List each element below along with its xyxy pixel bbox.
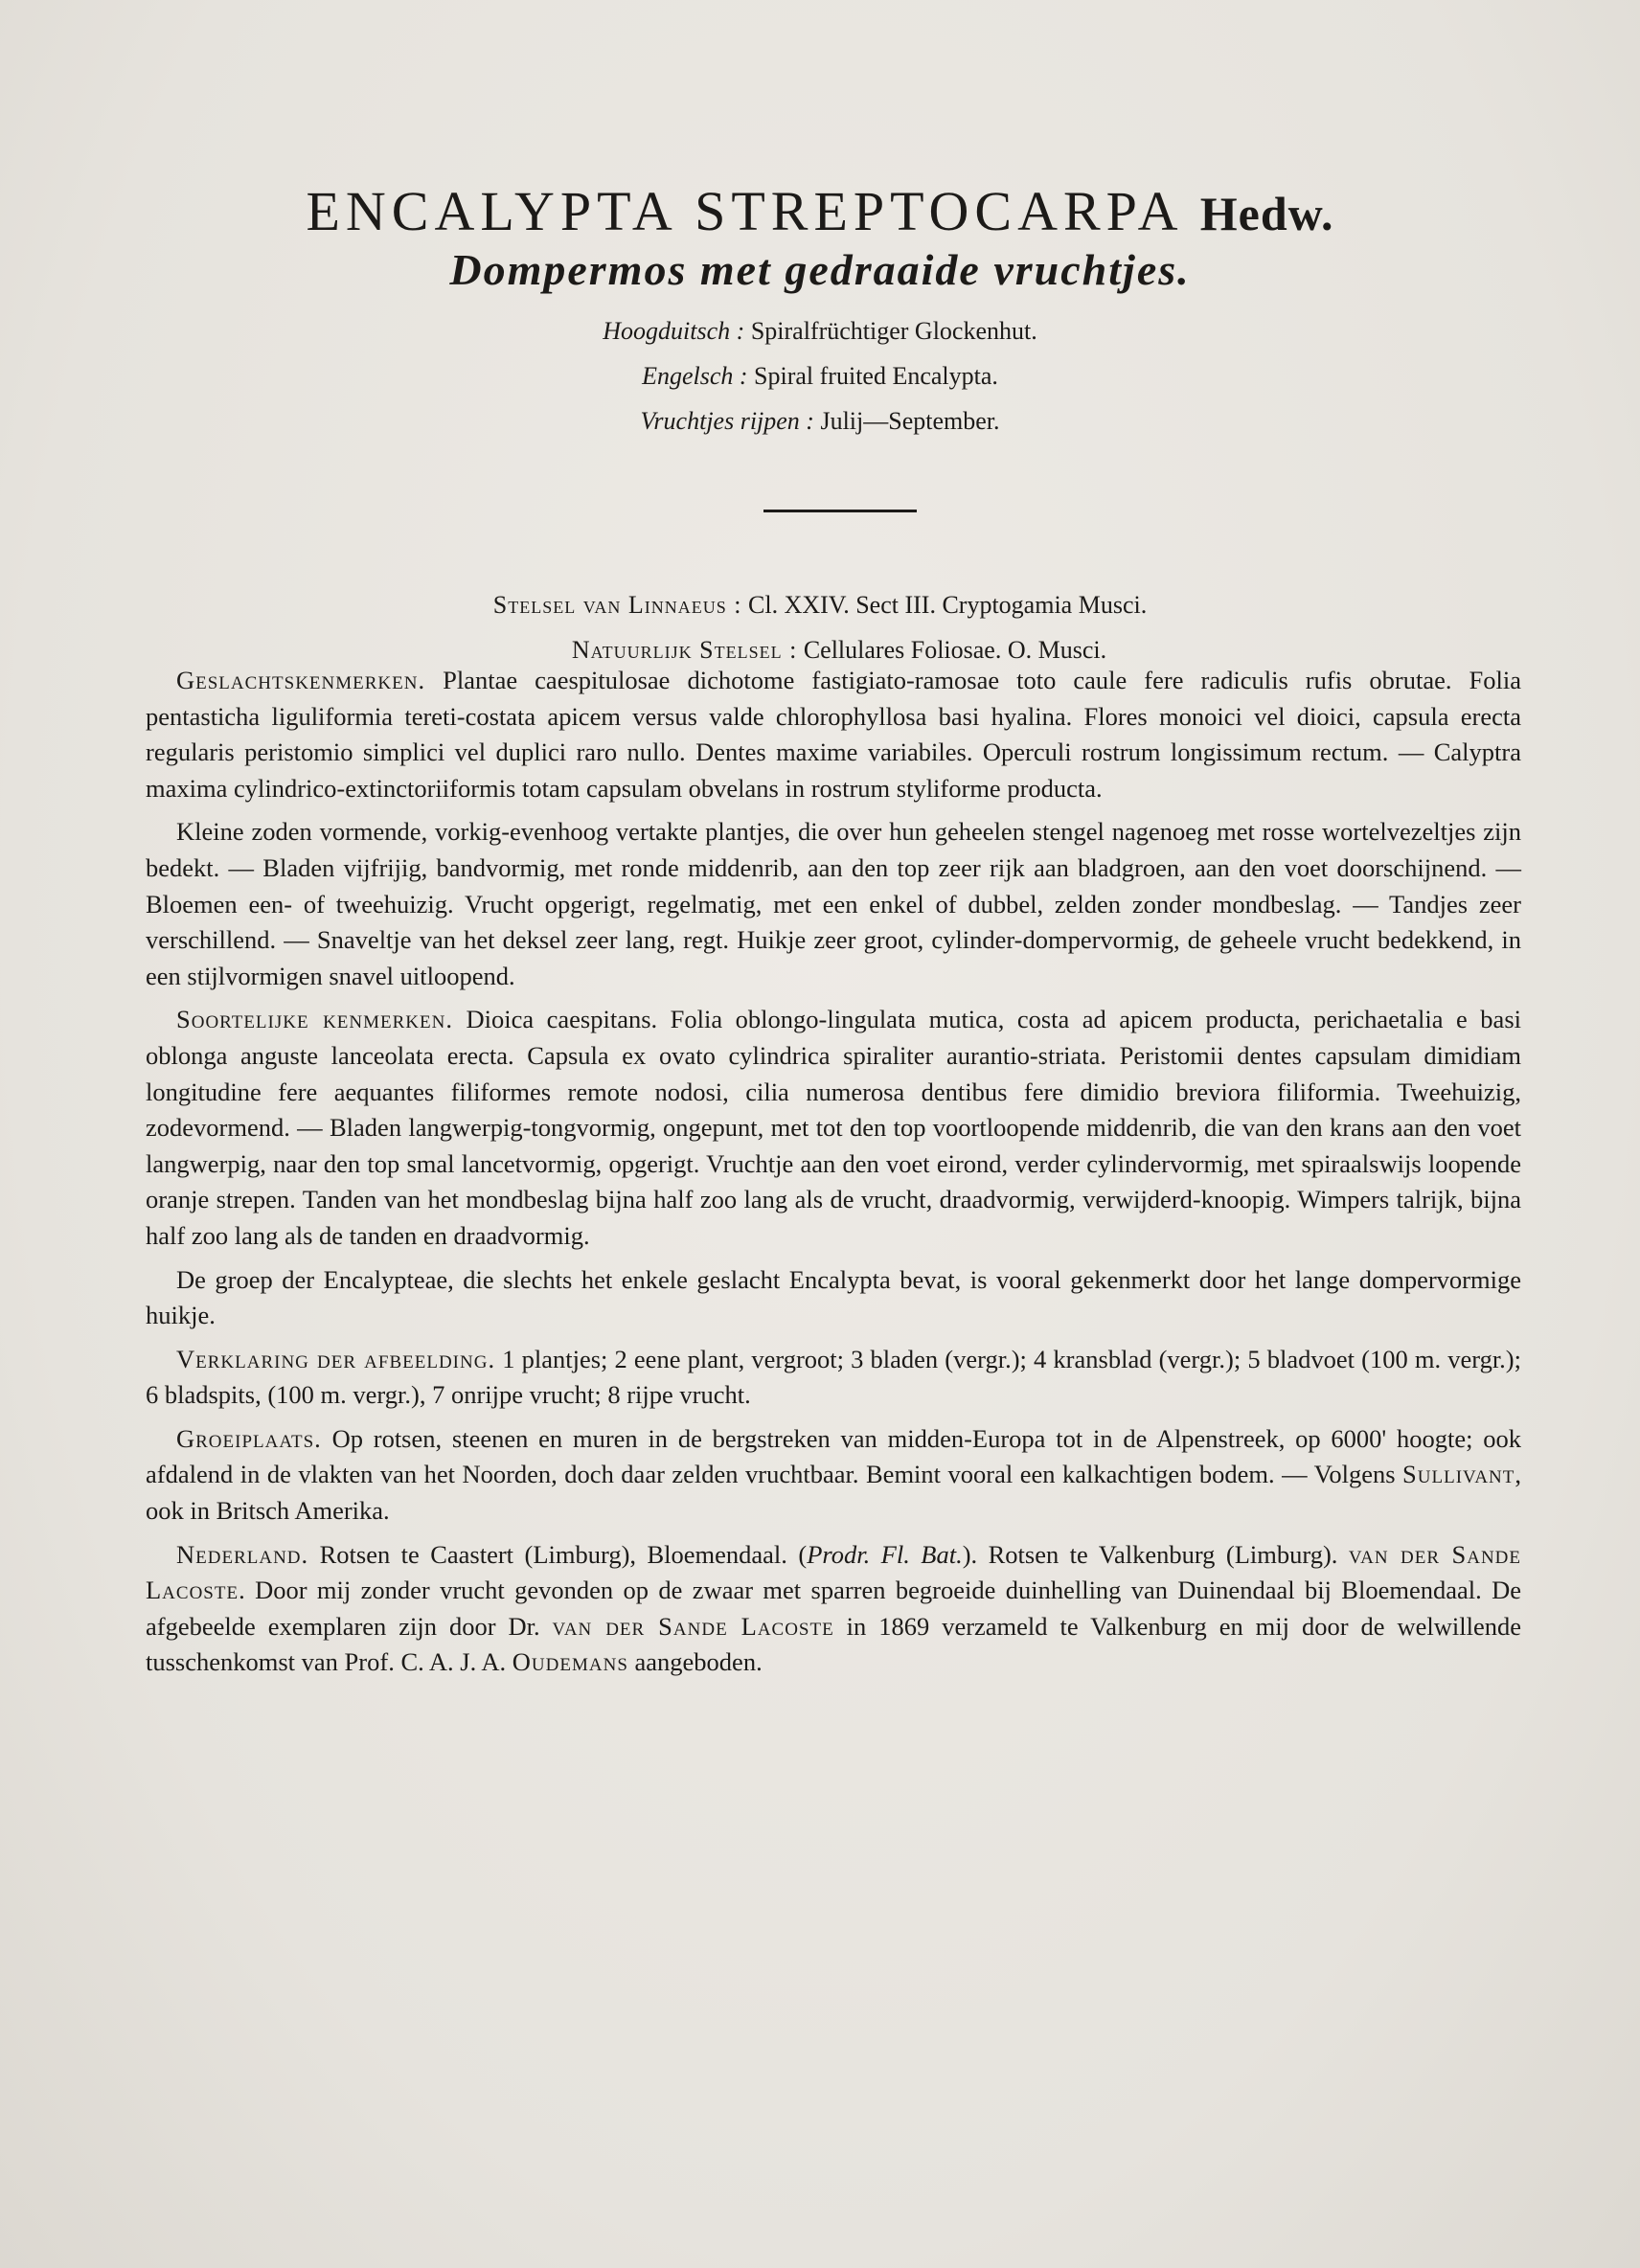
name-english: Engelsch : Spiral fruited Encalypta. — [642, 362, 998, 390]
species-name: ENCALYPTA STREPTOCARPA — [306, 180, 1181, 242]
description-body — [146, 663, 1521, 1689]
species-author: Hedw. — [1199, 187, 1334, 240]
figure-explanation: Verklaring der afbeelding. 1 plantjes; 2 eene plant, vergroot; 3 bladen (vergr.); 4 kransblad (vergr.); 5 bladvoet (100 m. vergr.); 6 bladspits, (100 m. vergr.), 7 onrijpe vrucht; 8 rijpe vrucht. — [146, 1344, 1521, 1410]
linnaeus-system: Stelsel van Linnaeus : Cl. XXIV. Sect III. Cryptogamia Musci. — [492, 591, 1148, 619]
common-names — [0, 308, 1640, 443]
classification — [0, 582, 1640, 672]
habitat: Groeiplaats. Op rotsen, steenen en muren in de bergstreken van midden-Europa tot in de Alpenstreek, op 6000' hoogte; ook afdalend in de vlakten van het Noorden, doch daar zelden vruchtbaar. Bemint vooral een kalkachtigen bodem. — Volgens Sullivant, ook in Britsch Amerika. — [146, 1423, 1521, 1526]
name-german: Hoogduitsch : Spiralfrüchtiger Glockenhut. — [603, 317, 1037, 345]
group-note: De groep der Encalypteae, die slechts het enkele geslacht Encalypta bevat, is vooral gekenmerkt door het lange dompervormige huikje. — [146, 1264, 1521, 1330]
fruiting-period: Vruchtjes rijpen : Julij—September. — [640, 407, 1000, 435]
natural-system: Natuurlijk Stelsel : Cellulares Foliosae. O. Musci. — [571, 636, 1107, 664]
species-characters: Soortelijke kenmerken. Dioica caespitans. Folia oblongo-lingulata mutica, costa ad apicem producta, perichaetalia e basi oblonga anguste lanceolata erecta. Capsula ex ovato cylindrica spiraliter aurantio-striata. Peristomii dentes capsulam dimidiam longitudine fere aequantes filiformes remote nodosi, cilia numerosa dentibus fere dimidio breviora filiformia. Tweehuizig, zodevormend. — Bladen langwerpig-tongvormig, ongepunt, met tot den top voortloopende middenrib, die van den krans aan den voet langwerpig, naar den top smal lancetvormig, opgerigt. Vruchtje aan den voet eirond, verder cylindervormig, met spiraalswijs loopende oranje strepen. Tanden van het mondbeslag bijna half zoo lang als de vrucht, draadvormig, verwijderd-knoopig. Wimpers talrijk, bijna half zoo lang als de tanden en draadvormig. — [146, 1005, 1521, 1250]
page-title — [0, 178, 1640, 247]
netherlands-distribution: Nederland. Rotsen te Caastert (Limburg), Bloemendaal. (Prodr. Fl. Bat.). Rotsen te Valkenburg (Limburg). van der Sande Lacoste. Door mij zonder vrucht gevonden op de zwaar met sparren begroeide duinhelling van Duinendaal bij Bloemendaal. De afgebeelde exemplaren zijn door Dr. van der Sande Lacoste in 1869 verzameld te Valkenburg en mij door de welwillende tusschenkomst van Prof. C. A. J. A. Oudemans aangeboden. — [146, 1539, 1521, 1677]
page-subtitle: Dompermos met gedraaide vruchtjes. — [449, 245, 1191, 294]
genus-characters-dutch: Kleine zoden vormende, vorkig-evenhoog vertakte plantjes, die over hun geheelen stengel nagenoeg met rosse wortelvezeltjes zijn bedekt. — Bladen vijfrijig, bandvormig, met ronde middenrib, aan den top zeer rijk aan bladgroen, aan den voet doorschijnend. — Bloemen een- of tweehuizig. Vrucht opgerigt, regelmatig, met een enkel of dubbel, zelden zonder mondbeslag. — Tandjes zeer verschillend. — Snaveltje van het deksel zeer lang, regt. Huikje zeer groot, cylinder-dompervormig, de geheele vrucht bedekkend, in een stijlvormigen snavel uitloopend. — [146, 817, 1521, 990]
divider-rule — [763, 510, 917, 512]
genus-characters: Geslachtskenmerken. Plantae caespitulosae dichotome fastigiato-ramosae toto caule fere radiculis rufis obrutae. Folia pentasticha liguliformia tereti-costata apicem versus valde chlorophyllosa basi hyalina. Flores monoici vel dioici, capsula erecta regularis peristomio simplici vel duplici raro nullo. Dentes maxime variabiles. Operculi rostrum longissimum rectum. — Calyptra maxima cylindrico-extinctoriiformis totam capsulam obvelans in rostrum styliforme producta. — [146, 666, 1521, 803]
